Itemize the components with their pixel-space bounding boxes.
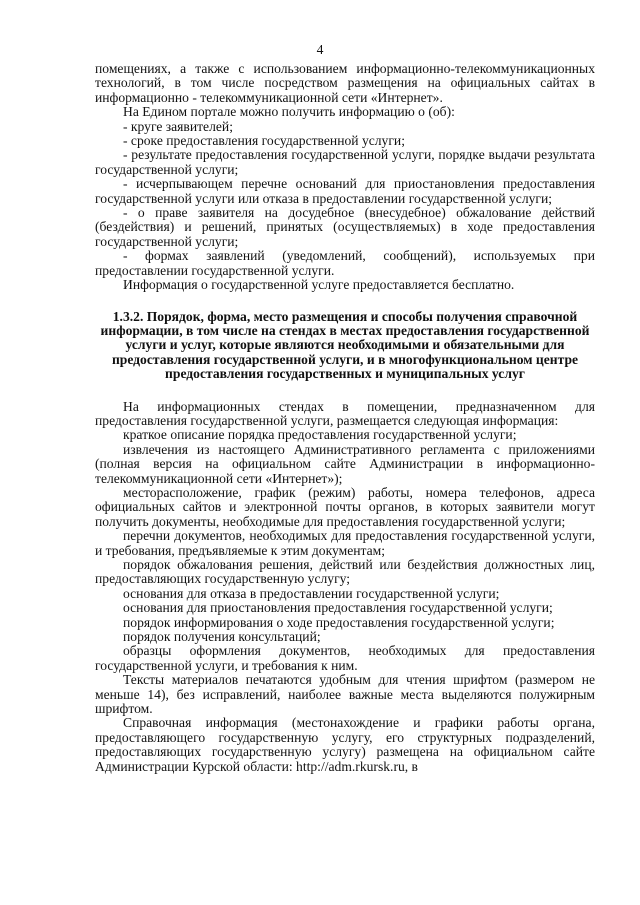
intro-paragraph: помещениях, а также с использованием информационно-телекоммуникационных технологий, в том числе посредством размещения на официальных сайтах в информационно - телекоммуникационной сети «Интернет». [95, 61, 595, 105]
section-heading: 1.3.2. Порядок, форма, место размещения и способы получения справочной информации, в том числе на стендах в местах предоставления государственной услуги и услуг, которые являются необходимыми и обязательными для предоставления государственной услуги, и в многофункциональном центре предоставления государственных и муниципальных услуг [100, 308, 590, 382]
list-item: - исчерпывающем перечне оснований для приостановления предоставления государственной услуги или отказа в предоставлении государственной услуги; [95, 176, 595, 206]
section-paragraph: месторасположение, график (режим) работы, номера телефонов, адреса официальных сайтов и электронной почты органов, в которых заявители могут получить документы, необходимые для предоставления государственной услуги; [95, 484, 595, 529]
list-item: - о праве заявителя на досудебное (внесудебное) обжалование действий (бездействия) и решений, принятых (осуществляемых) в ходе предоставления государственной услуги; [95, 205, 595, 249]
section-paragraph: извлечения из настоящего Административного регламента с приложениями (полная версия на официальном сайте Администрации в информационно-телекоммуникационной сети «Интернет»); [95, 441, 595, 486]
section-paragraph: порядок информирования о ходе предоставления государственной услуги; [123, 614, 555, 630]
list-item: - сроке предоставления государственной услуги; [123, 133, 405, 149]
document-body [95, 62, 595, 774]
intro-paragraph: На Едином портале можно получить информацию о (об): [123, 104, 455, 120]
page-number: 4 [316, 42, 324, 57]
list-item: - результате предоставления государственной услуги, порядке выдачи результата государственной услуги; [95, 147, 595, 177]
section-paragraph: основания для отказа в предоставлении государственной услуги; [123, 585, 500, 601]
section-paragraph: Тексты материалов печатаются удобным для чтения шрифтом (размером не меньше 14), без исправлений, наиболее важные места выделяются полужирным шрифтом. [95, 672, 595, 717]
section-paragraph: образцы оформления документов, необходимых для предоставления государственной услуги, и требования к ним. [95, 643, 595, 673]
section-paragraph: основания для приостановления предоставления государственной услуги; [123, 600, 553, 616]
list-item: - круге заявителей; [123, 118, 233, 134]
section-paragraph: порядок обжалования решения, действий или бездействия должностных лиц, предоставляющих государственную услугу; [95, 557, 595, 587]
intro-paragraph: Информация о государственной услуге предоставляется бесплатно. [123, 277, 515, 293]
section-paragraph: краткое описание порядка предоставления государственной услуги; [123, 427, 517, 443]
section-paragraph: На информационных стендах в помещении, предназначенном для предоставления государственной услуги, размещается следующая информация: [95, 398, 595, 428]
section-paragraph: перечни документов, необходимых для предоставления государственной услуги, и требования, предъявляемые к этим документам; [95, 528, 595, 558]
list-item: - формах заявлений (уведомлений, сообщений), используемых при предоставлении государственной услуги. [95, 248, 595, 278]
section-paragraph: порядок получения консультаций; [123, 629, 321, 645]
section-paragraph: Справочная информация (местонахождение и графики работы органа, предоставляющего государственную услугу, его структурных подразделений, предоставляющих государственную услугу) размещена на официальном сайте Администрации Курской области: http://adm.rkursk.ru, в [95, 715, 595, 774]
